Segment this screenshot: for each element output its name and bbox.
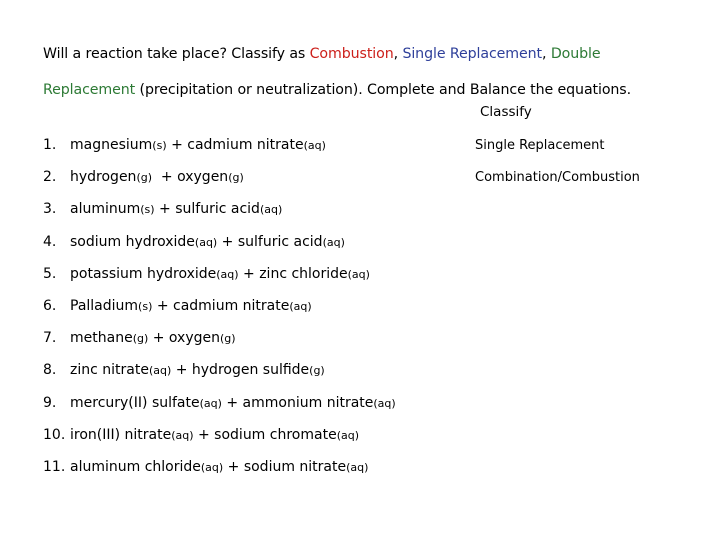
equation-number: 10. bbox=[43, 426, 66, 443]
reactant-name: Palladium bbox=[70, 298, 139, 314]
state-symbol: (g) bbox=[132, 332, 149, 346]
state-symbol: (aq) bbox=[216, 267, 239, 281]
reactant-name: + sulfuric acid bbox=[217, 233, 323, 250]
state-symbol: (aq) bbox=[199, 396, 222, 410]
state-symbol: (aq) bbox=[373, 396, 396, 410]
reactant-name: + sodium nitrate bbox=[223, 459, 347, 475]
equation-item-6 bbox=[43, 298, 312, 314]
state-symbol: (g) bbox=[309, 364, 325, 378]
classification-answer-2: Combination/Combustion bbox=[475, 170, 640, 186]
state-symbol: (aq) bbox=[200, 461, 224, 474]
equation-item-2 bbox=[43, 169, 244, 185]
instructions-separator-1: , bbox=[393, 46, 403, 62]
state-symbol: (aq) bbox=[148, 364, 172, 378]
equation-item-5 bbox=[43, 266, 370, 282]
reactant-name: hydrogen bbox=[70, 169, 137, 186]
reactant-name: potassium hydroxide bbox=[70, 265, 217, 282]
state-symbol: (s) bbox=[138, 300, 153, 313]
reactant-name: + hydrogen sulfide bbox=[171, 362, 310, 379]
equation-number: 6. bbox=[43, 298, 57, 314]
reactant-name: iron(III) nitrate bbox=[70, 426, 172, 443]
equation-number: 5. bbox=[43, 265, 57, 282]
state-symbol: (aq) bbox=[194, 235, 218, 249]
instructions bbox=[43, 36, 693, 108]
equation-item-9 bbox=[43, 395, 396, 411]
reactant-name: + zinc chloride bbox=[238, 265, 348, 282]
instructions-separator-2: , bbox=[542, 46, 551, 62]
reactant-name: + cadmium nitrate bbox=[166, 137, 304, 153]
reactant-name: mercury(II) sulfate bbox=[70, 394, 200, 411]
equation-number: 11. bbox=[43, 459, 66, 475]
equation-number: 2. bbox=[43, 169, 57, 186]
state-symbol: (g) bbox=[219, 332, 236, 346]
equation-number: 3. bbox=[43, 201, 57, 218]
double-replacement-term: Double Replacement bbox=[43, 46, 601, 98]
combustion-term: Combustion bbox=[309, 46, 394, 62]
equation-number: 4. bbox=[43, 233, 57, 250]
reactant-name: sodium hydroxide bbox=[70, 233, 195, 250]
reactant-name: methane bbox=[70, 330, 133, 347]
reactant-name: aluminum bbox=[70, 201, 141, 218]
single-replacement-term: Single Replacement bbox=[402, 46, 542, 62]
equation-item-4 bbox=[43, 234, 345, 250]
equation-number: 8. bbox=[43, 362, 57, 379]
equation-item-10 bbox=[43, 427, 359, 443]
state-symbol: (g) bbox=[228, 171, 244, 185]
instructions-text-2: (precipitation or neutralization). Complete and Balance the equations. bbox=[135, 82, 632, 98]
classification-answer-1: Single Replacement bbox=[475, 138, 605, 153]
reactant-name: + oxygen bbox=[152, 169, 229, 186]
state-symbol: (g) bbox=[136, 171, 153, 185]
reactant-name: + sodium chromate bbox=[193, 426, 337, 443]
state-symbol: (aq) bbox=[322, 235, 345, 249]
reactant-name: aluminum chloride bbox=[70, 459, 201, 475]
state-symbol: (aq) bbox=[347, 267, 370, 281]
equation-item-11 bbox=[43, 459, 368, 475]
equation-number: 9. bbox=[43, 394, 57, 411]
instructions-text-1: Will a reaction take place? Classify as bbox=[43, 46, 310, 62]
equation-number: 1. bbox=[43, 137, 57, 153]
state-symbol: (aq) bbox=[289, 300, 312, 313]
reactant-name: + ammonium nitrate bbox=[221, 394, 374, 411]
state-symbol: (aq) bbox=[303, 139, 326, 152]
equation-item-1 bbox=[43, 137, 326, 153]
equation-number: 7. bbox=[43, 330, 57, 347]
state-symbol: (s) bbox=[140, 203, 155, 217]
equation-item-7 bbox=[43, 330, 236, 346]
reactant-name: + oxygen bbox=[148, 330, 220, 347]
classify-column-header: Classify bbox=[480, 104, 532, 120]
reactant-name: magnesium bbox=[70, 137, 153, 153]
reactant-name: + sulfuric acid bbox=[154, 201, 260, 218]
state-symbol: (s) bbox=[152, 139, 167, 152]
reactant-name: + cadmium nitrate bbox=[152, 298, 290, 314]
equation-item-3 bbox=[43, 201, 282, 217]
equation-item-8 bbox=[43, 362, 325, 378]
state-symbol: (aq) bbox=[336, 428, 359, 442]
state-symbol: (aq) bbox=[171, 428, 194, 442]
reactant-name: zinc nitrate bbox=[70, 362, 149, 379]
state-symbol: (aq) bbox=[346, 461, 369, 474]
state-symbol: (aq) bbox=[259, 203, 283, 217]
